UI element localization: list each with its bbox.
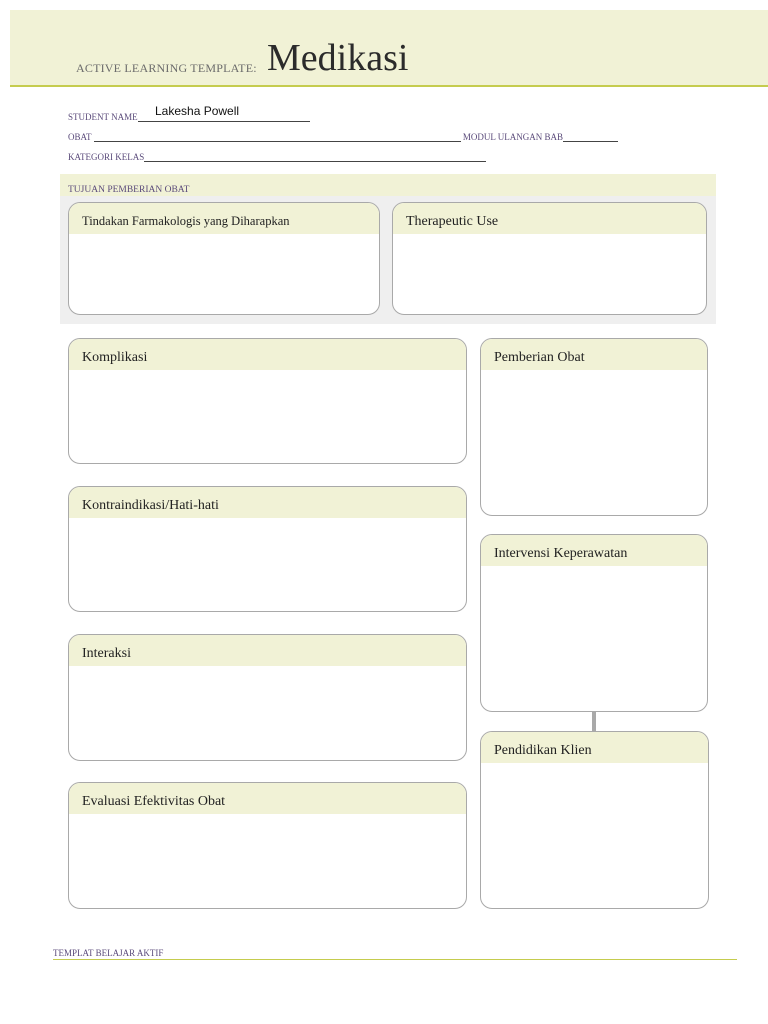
therapeutic-box[interactable] bbox=[392, 202, 707, 315]
page-title: Medikasi bbox=[267, 37, 409, 79]
therapeutic-header bbox=[393, 203, 706, 234]
modul-label: MODUL ULANGAN BAB bbox=[462, 132, 564, 142]
template-label: ACTIVE LEARNING TEMPLATE: bbox=[76, 61, 257, 75]
student-name-value[interactable]: Lakesha Powell bbox=[155, 104, 240, 118]
pemberian-title: Pemberian Obat bbox=[494, 350, 585, 365]
kontraindikasi-header bbox=[69, 487, 466, 518]
header-band bbox=[10, 10, 768, 87]
pharmacologic-header bbox=[69, 203, 379, 234]
footer-divider bbox=[53, 959, 737, 960]
pendidikan-box[interactable] bbox=[480, 731, 709, 909]
purpose-label: TUJUAN PEMBERIAN OBAT bbox=[68, 185, 190, 195]
obat-row bbox=[68, 130, 618, 142]
evaluasi-title: Evaluasi Efektivitas Obat bbox=[82, 794, 226, 809]
modul-line[interactable] bbox=[563, 130, 618, 142]
footer-label: TEMPLAT BELAJAR AKTIF bbox=[53, 948, 164, 958]
pharmacologic-box[interactable] bbox=[68, 202, 380, 315]
therapeutic-title: Therapeutic Use bbox=[406, 214, 499, 229]
kontraindikasi-box[interactable] bbox=[68, 486, 467, 612]
intervensi-title: Intervensi Keperawatan bbox=[494, 546, 628, 561]
pendidikan-header bbox=[481, 732, 708, 763]
komplikasi-header bbox=[69, 339, 466, 370]
komplikasi-box[interactable] bbox=[68, 338, 467, 464]
kategori-line[interactable] bbox=[144, 150, 486, 162]
interaksi-title: Interaksi bbox=[82, 646, 131, 661]
student-name-label: STUDENT NAME bbox=[68, 112, 138, 122]
kategori-label: KATEGORI KELAS bbox=[68, 152, 145, 162]
interaksi-header bbox=[69, 635, 466, 666]
pemberian-header bbox=[481, 339, 707, 370]
purpose-header bbox=[60, 174, 716, 196]
pharmacologic-title: Tindakan Farmakologis yang Diharapkan bbox=[82, 214, 290, 228]
kontraindikasi-title: Kontraindikasi/Hati-hati bbox=[82, 498, 219, 513]
evaluasi-header bbox=[69, 783, 466, 814]
pemberian-box[interactable] bbox=[480, 338, 708, 516]
evaluasi-box[interactable] bbox=[68, 782, 467, 909]
intervensi-box[interactable] bbox=[480, 534, 708, 712]
intervensi-header bbox=[481, 535, 707, 566]
komplikasi-title: Komplikasi bbox=[82, 350, 148, 365]
connector-line bbox=[592, 711, 596, 733]
pendidikan-title: Pendidikan Klien bbox=[494, 743, 592, 758]
kategori-row bbox=[68, 150, 486, 162]
interaksi-box[interactable] bbox=[68, 634, 467, 761]
obat-line[interactable] bbox=[94, 130, 461, 142]
obat-label: OBAT bbox=[68, 132, 92, 142]
